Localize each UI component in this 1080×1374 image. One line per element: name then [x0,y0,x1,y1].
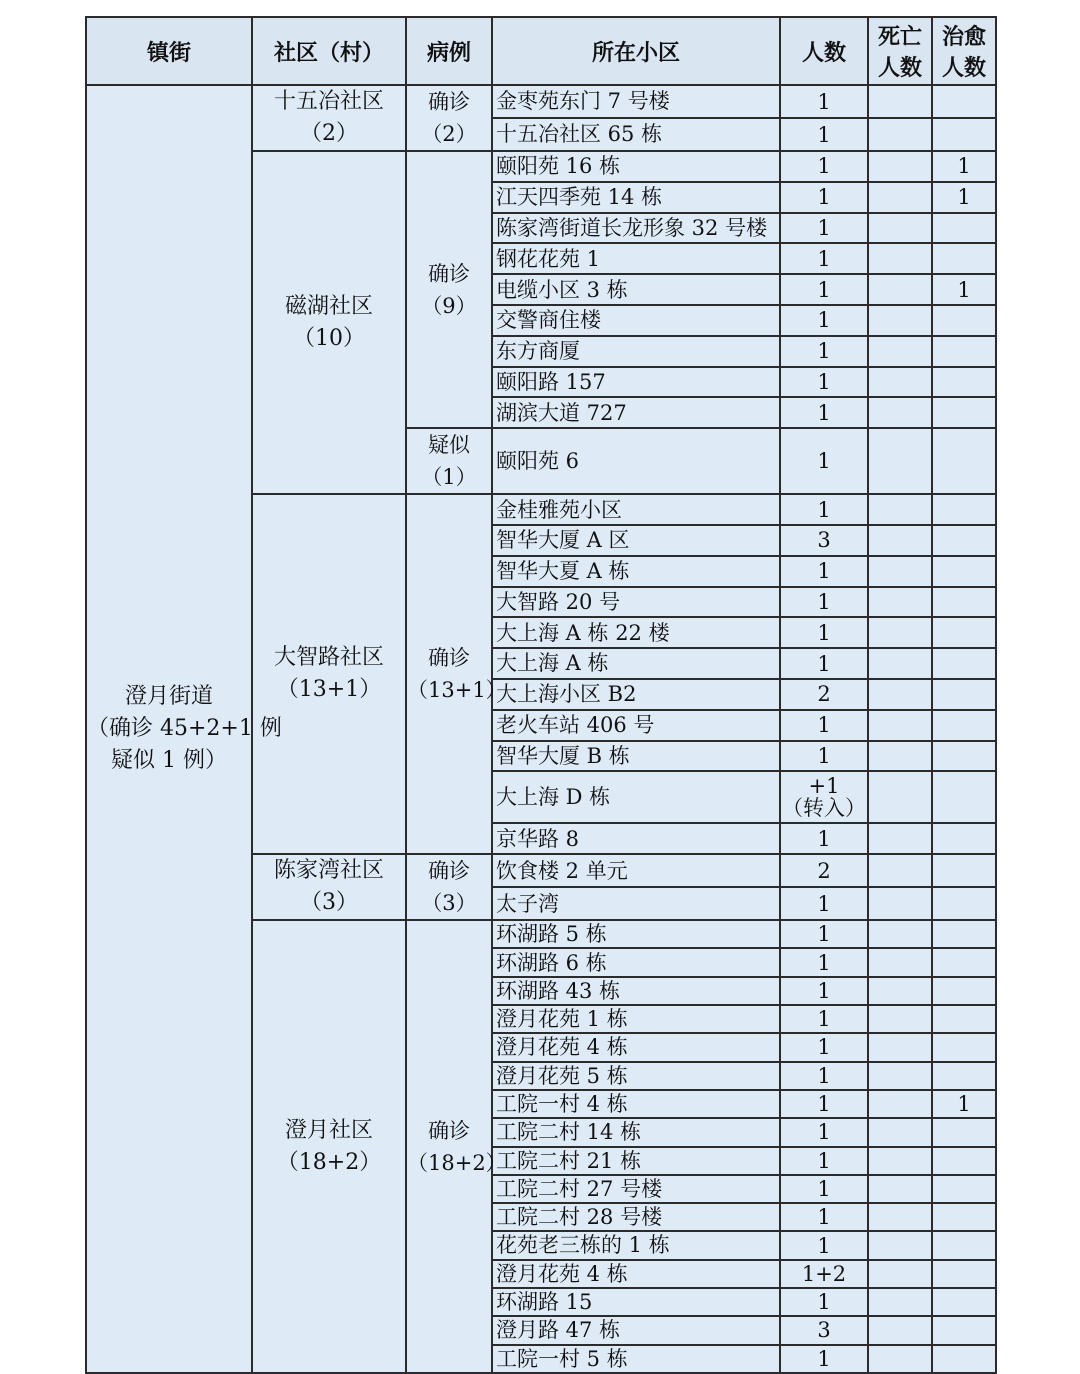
count-cell: 1 [780,213,868,244]
death-cell [868,525,932,556]
recovered-cell [932,1316,996,1344]
death-cell [868,854,932,887]
recovered-cell [932,1147,996,1175]
death-cell [868,151,932,182]
community-cell: 陈家湾社区 （3） [252,854,406,920]
address-cell: 环湖路 5 栋 [492,920,780,948]
address-cell: 电缆小区 3 栋 [492,274,780,305]
case-type-cell: 确诊 （3） [406,854,492,920]
death-cell [868,741,932,772]
address-cell: 大智路 20 号 [492,587,780,618]
community-cell: 十五冶社区 （2） [252,85,406,151]
recovered-cell [932,1175,996,1203]
recovered-cell [932,397,996,428]
count-cell: 1+2 [780,1260,868,1288]
count-cell: 3 [780,1316,868,1344]
address-cell: 太子湾 [492,887,780,920]
death-cell [868,679,932,710]
count-cell: 1 [780,85,868,118]
recovered-cell: 1 [932,151,996,182]
town-note: 疑似 1 例） [111,747,227,773]
recovered-cell [932,367,996,398]
death-cell [868,367,932,398]
count-cell: 1 [780,151,868,182]
address-cell: 智华大夏 A 栋 [492,556,780,587]
count-cell: 1 [780,428,868,494]
case-type-cell: 确诊 （18+2） [406,920,492,1373]
address-cell: 京华路 8 [492,823,780,854]
recovered-cell [932,118,996,151]
address-cell: 工院二村 28 号楼 [492,1203,780,1231]
address-cell: 工院二村 21 栋 [492,1147,780,1175]
death-cell [868,1288,932,1316]
address-cell: 大上海小区 B2 [492,679,780,710]
count-cell: 1 [780,1231,868,1259]
death-cell [868,1316,932,1344]
recovered-cell [932,920,996,948]
count-cell: 1 [780,1062,868,1090]
address-cell: 大上海 D 栋 [492,771,780,823]
address-cell: 老火车站 406 号 [492,710,780,741]
death-cell [868,556,932,587]
recovered-cell [932,1345,996,1373]
address-cell: 澄月花苑 4 栋 [492,1033,780,1061]
address-cell: 花苑老三栋的 1 栋 [492,1231,780,1259]
address-cell: 颐阳苑 16 栋 [492,151,780,182]
death-cell [868,771,932,823]
count-cell: 1 [780,1033,868,1061]
recovered-cell: 1 [932,182,996,213]
recovered-cell [932,1231,996,1259]
count-cell: 1 [780,741,868,772]
count-cell: 1 [780,948,868,976]
death-cell [868,1090,932,1118]
community-cell: 澄月社区 （18+2） [252,920,406,1373]
count-cell: 1 [780,920,868,948]
death-cell [868,118,932,151]
community-cell: 大智路社区 （13+1） [252,494,406,854]
recovered-cell [932,587,996,618]
death-cell [868,85,932,118]
case-type-cell: 确诊（2） [406,85,492,151]
recovered-cell [932,494,996,525]
recovered-cell [932,617,996,648]
recovered-cell [932,1288,996,1316]
community-cell: 磁湖社区 （10） [252,151,406,494]
death-cell [868,1005,932,1033]
recovered-cell [932,213,996,244]
town-cell [86,85,282,1373]
death-cell [868,648,932,679]
count-cell: 1 [780,305,868,336]
death-cell [868,710,932,741]
death-cell [868,1033,932,1061]
address-cell: 颐阳苑 6 [492,428,780,494]
header-address: 所在小区 [492,17,780,85]
count-cell: 1 [780,274,868,305]
count-cell: 1 [780,587,868,618]
death-cell [868,1175,932,1203]
count-cell: 2 [780,679,868,710]
header-community: 社区（村） [252,17,406,85]
recovered-cell [932,336,996,367]
death-cell [868,1345,932,1373]
address-cell: 环湖路 15 [492,1288,780,1316]
address-cell: 环湖路 6 栋 [492,948,780,976]
case-type-cell: 疑似（1） [406,428,492,494]
death-cell [868,587,932,618]
death-cell [868,617,932,648]
count-cell: 1 [780,648,868,679]
address-cell: 湖滨大道 727 [492,397,780,428]
address-cell: 澄月花苑 4 栋 [492,1260,780,1288]
count-cell: 1 [780,182,868,213]
header-case-type: 病例 [406,17,492,85]
count-cell: 1 [780,1288,868,1316]
recovered-cell [932,648,996,679]
count-cell: 1 [780,1090,868,1118]
death-cell [868,397,932,428]
death-cell [868,1260,932,1288]
count-cell: 1 [780,336,868,367]
address-cell: 工院二村 27 号楼 [492,1175,780,1203]
death-cell [868,1231,932,1259]
death-cell [868,823,932,854]
death-cell [868,494,932,525]
count-cell: 1 [780,1203,868,1231]
recovered-cell [932,1203,996,1231]
recovered-cell [932,1005,996,1033]
recovered-cell [932,887,996,920]
death-cell [868,1118,932,1146]
address-cell: 工院一村 4 栋 [492,1090,780,1118]
death-cell [868,1062,932,1090]
recovered-cell: 1 [932,1090,996,1118]
address-cell: 智华大厦 A 区 [492,525,780,556]
count-cell: 1 [780,1005,868,1033]
count-cell: 1 [780,118,868,151]
count-cell: 1 [780,367,868,398]
address-cell: 金枣苑东门 7 号楼 [492,85,780,118]
address-cell: 十五冶社区 65 栋 [492,118,780,151]
recovered-cell [932,305,996,336]
recovered-cell [932,85,996,118]
recovered-cell [932,525,996,556]
address-cell: 钢花花苑 1 [492,243,780,274]
address-cell: 交警商住楼 [492,305,780,336]
death-cell [868,428,932,494]
address-cell: 陈家湾街道长龙形象 32 号楼 [492,213,780,244]
address-cell: 东方商厦 [492,336,780,367]
recovered-cell [932,710,996,741]
recovered-cell [932,1260,996,1288]
table-body [86,85,996,1373]
table-row [86,85,996,118]
count-cell: 1 [780,1345,868,1373]
death-cell [868,305,932,336]
count-cell: 1 [780,887,868,920]
header-deaths: 死亡 人数 [868,17,932,85]
death-cell [868,243,932,274]
count-cell: 1 [780,494,868,525]
death-cell [868,213,932,244]
header-town: 镇街 [86,17,252,85]
count-cell: 3 [780,525,868,556]
address-cell: 大上海 A 栋 [492,648,780,679]
recovered-cell [932,823,996,854]
death-cell [868,336,932,367]
address-cell: 澄月路 47 栋 [492,1316,780,1344]
recovered-cell [932,977,996,1005]
address-cell: 江天四季苑 14 栋 [492,182,780,213]
address-cell: 金桂雅苑小区 [492,494,780,525]
address-cell: 智华大厦 B 栋 [492,741,780,772]
death-cell [868,1203,932,1231]
recovered-cell [932,771,996,823]
recovered-cell [932,1033,996,1061]
count-cell: 1 [780,243,868,274]
town-name: 澄月街道 [124,683,213,709]
death-cell [868,977,932,1005]
death-cell [868,1147,932,1175]
recovered-cell [932,428,996,494]
case-type-cell: 确诊 （13+1） [406,494,492,854]
recovered-cell [932,243,996,274]
address-cell: 饮食楼 2 单元 [492,854,780,887]
recovered-cell [932,1118,996,1146]
address-cell: 大上海 A 栋 22 楼 [492,617,780,648]
address-cell: 工院一村 5 栋 [492,1345,780,1373]
count-cell: 1 [780,1118,868,1146]
address-cell: 澄月花苑 5 栋 [492,1062,780,1090]
death-cell [868,887,932,920]
address-cell: 颐阳路 157 [492,367,780,398]
case-type-cell: 确诊（9） [406,151,492,428]
recovered-cell: 1 [932,274,996,305]
address-cell: 环湖路 43 栋 [492,977,780,1005]
recovered-cell [932,854,996,887]
recovered-cell [932,741,996,772]
count-cell: 1 [780,977,868,1005]
header-recovered: 治愈 人数 [932,17,996,85]
recovered-cell [932,556,996,587]
town-note: （确诊 45+2+1 例 [87,715,282,741]
death-cell [868,274,932,305]
header-row [86,17,996,85]
recovered-cell [932,1062,996,1090]
count-cell: 1 [780,710,868,741]
count-cell: 1 [780,397,868,428]
death-cell [868,948,932,976]
case-table [85,16,997,1374]
count-cell: 1 [780,1147,868,1175]
count-cell: +1 （转入） [780,771,868,823]
header-count: 人数 [780,17,868,85]
recovered-cell [932,948,996,976]
recovered-cell [932,679,996,710]
count-cell: 1 [780,556,868,587]
count-cell: 1 [780,823,868,854]
address-cell: 澄月花苑 1 栋 [492,1005,780,1033]
count-cell: 2 [780,854,868,887]
death-cell [868,182,932,213]
death-cell [868,920,932,948]
count-cell: 1 [780,1175,868,1203]
address-cell: 工院二村 14 栋 [492,1118,780,1146]
count-cell: 1 [780,617,868,648]
